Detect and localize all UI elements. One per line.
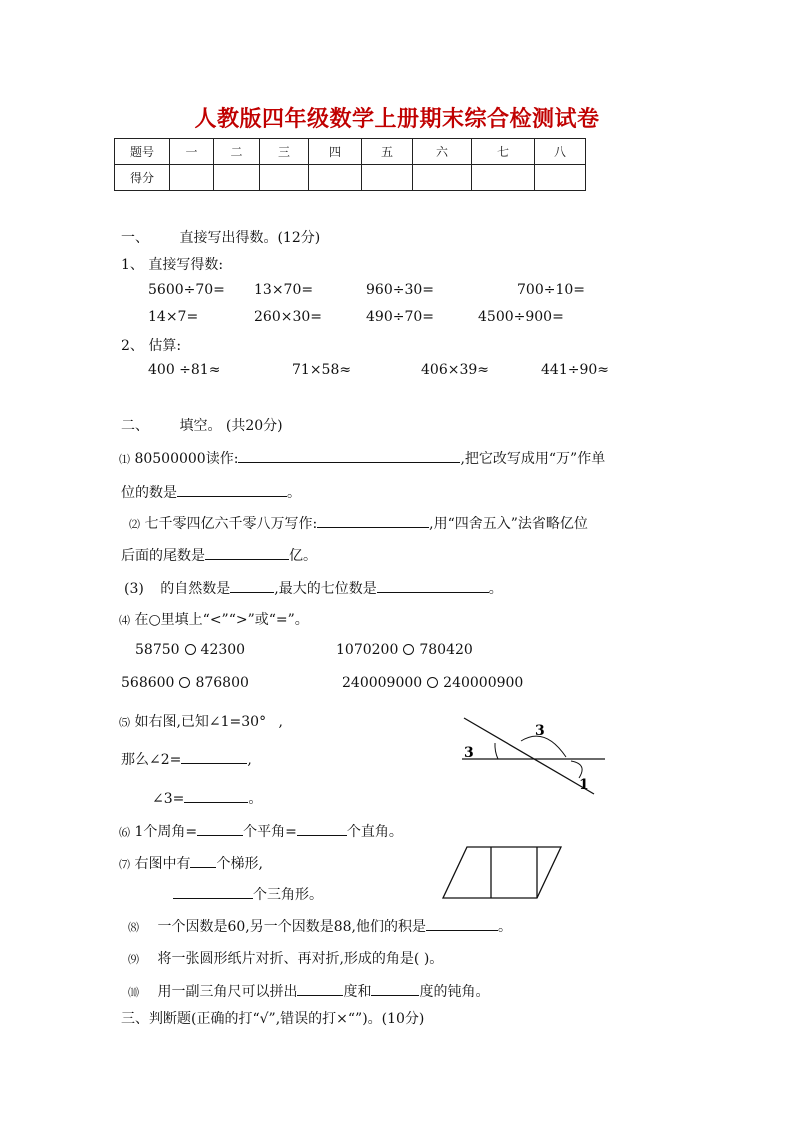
q2-text-d: 亿。 xyxy=(289,548,317,564)
angle-label: 3 xyxy=(464,745,474,761)
calc-item: 5600÷70= xyxy=(148,282,225,298)
estimate-item: 400 ÷81≈ xyxy=(148,362,221,378)
q7-text-b: 个梯形, xyxy=(216,856,263,872)
calc-item: 13×70= xyxy=(254,282,314,298)
compare-right: 42300 xyxy=(200,642,246,658)
q5-text-a: 如右图,已知∠1=30° xyxy=(134,714,267,730)
compare-item xyxy=(336,642,473,658)
q1-label: 1、 直接写得数: xyxy=(121,257,224,273)
q10-text-c: 度的钝角。 xyxy=(419,984,490,1000)
fill-q5-line2 xyxy=(121,748,252,769)
compare-right: 240000900 xyxy=(443,675,524,691)
q8-text-a: 一个因数是60,另一个因数是88,他们的积是 xyxy=(157,919,426,935)
answer-blank[interactable] xyxy=(317,512,429,528)
fill-q10 xyxy=(128,980,489,1001)
q6-text-b: 个平角= xyxy=(243,824,297,840)
answer-blank[interactable] xyxy=(177,481,287,497)
angle-figure xyxy=(440,712,610,802)
fill-q2-line2 xyxy=(121,544,317,565)
score-table xyxy=(114,138,586,191)
q3-text-c: 。 xyxy=(488,581,503,597)
compare-circle[interactable] xyxy=(403,644,414,655)
q10-text-b: 度和 xyxy=(343,984,372,1000)
score-cell: 六 xyxy=(413,139,472,165)
fill-q2-line1 xyxy=(129,512,588,533)
q7-text-a: 右图中有 xyxy=(134,856,191,872)
score-cell: 得分 xyxy=(115,165,170,191)
calc-item: 260×30= xyxy=(254,309,322,325)
q-number: ⑼ xyxy=(128,953,139,966)
fill-q1-line2 xyxy=(121,481,301,502)
compare-circle[interactable] xyxy=(185,644,196,655)
compare-left: 58750 xyxy=(135,642,180,658)
score-table-header-row xyxy=(115,139,586,165)
q2-text-c: 后面的尾数是 xyxy=(121,548,205,564)
fill-q8 xyxy=(128,915,512,936)
section2-title: 填空。 (共20分) xyxy=(179,418,283,434)
q1-text-d: 。 xyxy=(287,485,301,501)
q-number: ⑵ xyxy=(129,518,140,531)
answer-blank[interactable] xyxy=(297,980,343,996)
calc-item: 14×7= xyxy=(148,309,199,325)
answer-blank[interactable] xyxy=(238,447,460,463)
estimate-item: 71×58≈ xyxy=(292,362,352,378)
section2-num: 二、 xyxy=(121,418,149,434)
q5-text-b: 那么∠2= xyxy=(121,752,182,768)
score-table-score-row xyxy=(115,165,586,191)
compare-item xyxy=(135,642,245,658)
answer-blank[interactable] xyxy=(377,577,489,593)
fill-q3 xyxy=(124,577,503,598)
fill-q7-line1 xyxy=(119,852,263,873)
answer-blank[interactable] xyxy=(297,820,347,836)
compare-right: 876800 xyxy=(195,675,249,691)
q5-comma: , xyxy=(278,714,283,730)
angle-arc-top xyxy=(521,736,566,757)
compare-right: 780420 xyxy=(419,642,473,658)
q5-text-c-end: 。 xyxy=(248,791,263,807)
angle-arc-left xyxy=(495,743,498,759)
q-number: ⑸ xyxy=(119,716,130,729)
calc-item: 4500÷900= xyxy=(478,309,564,325)
q1-text-c: 位的数是 xyxy=(121,485,177,501)
q6-text-c: 个直角。 xyxy=(346,824,403,840)
answer-blank[interactable] xyxy=(230,577,274,593)
q2-text-b: ,用“四舍五入”法省略亿位 xyxy=(429,516,588,532)
compare-left: 1070200 xyxy=(336,642,399,658)
slanted-line xyxy=(464,718,594,794)
answer-blank[interactable] xyxy=(197,820,243,836)
q5-text-b-end: , xyxy=(247,752,252,768)
section1-title: 直接写出得数。(12分) xyxy=(179,230,321,246)
score-cell: 五 xyxy=(362,139,413,165)
score-input-cell[interactable] xyxy=(535,165,586,191)
calc-item: 700÷10= xyxy=(517,282,585,298)
answer-blank[interactable] xyxy=(181,748,247,764)
fill-q5-line3 xyxy=(152,787,262,808)
answer-blank[interactable] xyxy=(426,915,498,931)
q5-text-c: ∠3= xyxy=(152,791,185,807)
section1-num: 一、 xyxy=(121,230,149,246)
answer-blank[interactable] xyxy=(173,883,253,899)
angle-arc-right xyxy=(571,761,582,778)
q3-text-a: 的自然数是 xyxy=(160,581,231,597)
compare-left: 568600 xyxy=(121,675,175,691)
q-number: ⑺ xyxy=(119,858,130,871)
score-input-cell[interactable] xyxy=(260,165,309,191)
section2-heading xyxy=(121,415,283,435)
calc-item: 490÷70= xyxy=(366,309,434,325)
section1-heading xyxy=(121,227,320,247)
score-input-cell[interactable] xyxy=(362,165,413,191)
score-input-cell[interactable] xyxy=(214,165,260,191)
score-cell: 题号 xyxy=(115,139,170,165)
q-number: ⑹ xyxy=(119,826,130,839)
fill-q5-line1 xyxy=(119,711,283,731)
score-cell: 三 xyxy=(260,139,309,165)
q9-text: 将一张圆形纸片对折、再对折,形成的角是( )。 xyxy=(157,951,444,967)
score-input-cell[interactable] xyxy=(170,165,214,191)
q-number: ⑷ xyxy=(119,614,130,627)
answer-blank[interactable] xyxy=(205,544,289,560)
q4-text: 在○里填上“<”“>”或“=”。 xyxy=(134,612,309,628)
q1-text-b: ,把它改写成用“万”作单 xyxy=(460,451,606,467)
q-number: ⑽ xyxy=(128,986,139,999)
score-cell: 二 xyxy=(214,139,260,165)
fill-q1-line1 xyxy=(119,447,605,468)
parallelogram-shape xyxy=(443,847,561,898)
q-number: ⑻ xyxy=(128,921,139,934)
q-number: ⑴ xyxy=(119,453,130,466)
q2-label: 2、 估算: xyxy=(121,338,182,354)
page-title: 人教版四年级数学上册期末综合检测试卷 xyxy=(194,107,600,132)
answer-blank[interactable] xyxy=(190,852,216,868)
fill-q7-line2 xyxy=(173,883,323,904)
score-input-cell[interactable] xyxy=(309,165,362,191)
angle-label: 3 xyxy=(535,723,545,739)
q2-text-a: 七千零四亿六千零八万写作: xyxy=(144,516,318,532)
angle-label: 1 xyxy=(579,777,589,793)
score-input-cell[interactable] xyxy=(472,165,535,191)
compare-item xyxy=(121,675,249,691)
compare-left: 240009000 xyxy=(342,675,423,691)
q6-text-a: 1个周角= xyxy=(134,824,198,840)
answer-blank[interactable] xyxy=(184,787,248,803)
score-cell: 一 xyxy=(170,139,214,165)
calc-item: 960÷30= xyxy=(366,282,434,298)
compare-circle[interactable] xyxy=(179,677,190,688)
compare-circle[interactable] xyxy=(427,677,438,688)
q-number: (3) xyxy=(124,581,144,597)
section3-heading: 三、判断题(正确的打“√”,错误的打×“”)。(10分) xyxy=(121,1011,425,1027)
answer-blank[interactable] xyxy=(371,980,419,996)
fill-q9 xyxy=(128,948,443,968)
q1-text-a: 80500000读作: xyxy=(134,451,239,467)
q3-text-b: ,最大的七位数是 xyxy=(274,581,377,597)
compare-item xyxy=(342,675,523,691)
score-input-cell[interactable] xyxy=(413,165,472,191)
score-cell: 八 xyxy=(535,139,586,165)
q10-text-a: 用一副三角尺可以拼出 xyxy=(157,984,298,1000)
score-cell: 四 xyxy=(309,139,362,165)
estimate-item: 406×39≈ xyxy=(421,362,489,378)
fill-q4 xyxy=(119,609,309,629)
q8-text-b: 。 xyxy=(497,919,512,935)
estimate-item: 441÷90≈ xyxy=(541,362,609,378)
q7-text-c: 个三角形。 xyxy=(253,887,323,903)
trapezoid-figure xyxy=(440,844,566,902)
fill-q6 xyxy=(119,820,403,841)
score-cell: 七 xyxy=(472,139,535,165)
